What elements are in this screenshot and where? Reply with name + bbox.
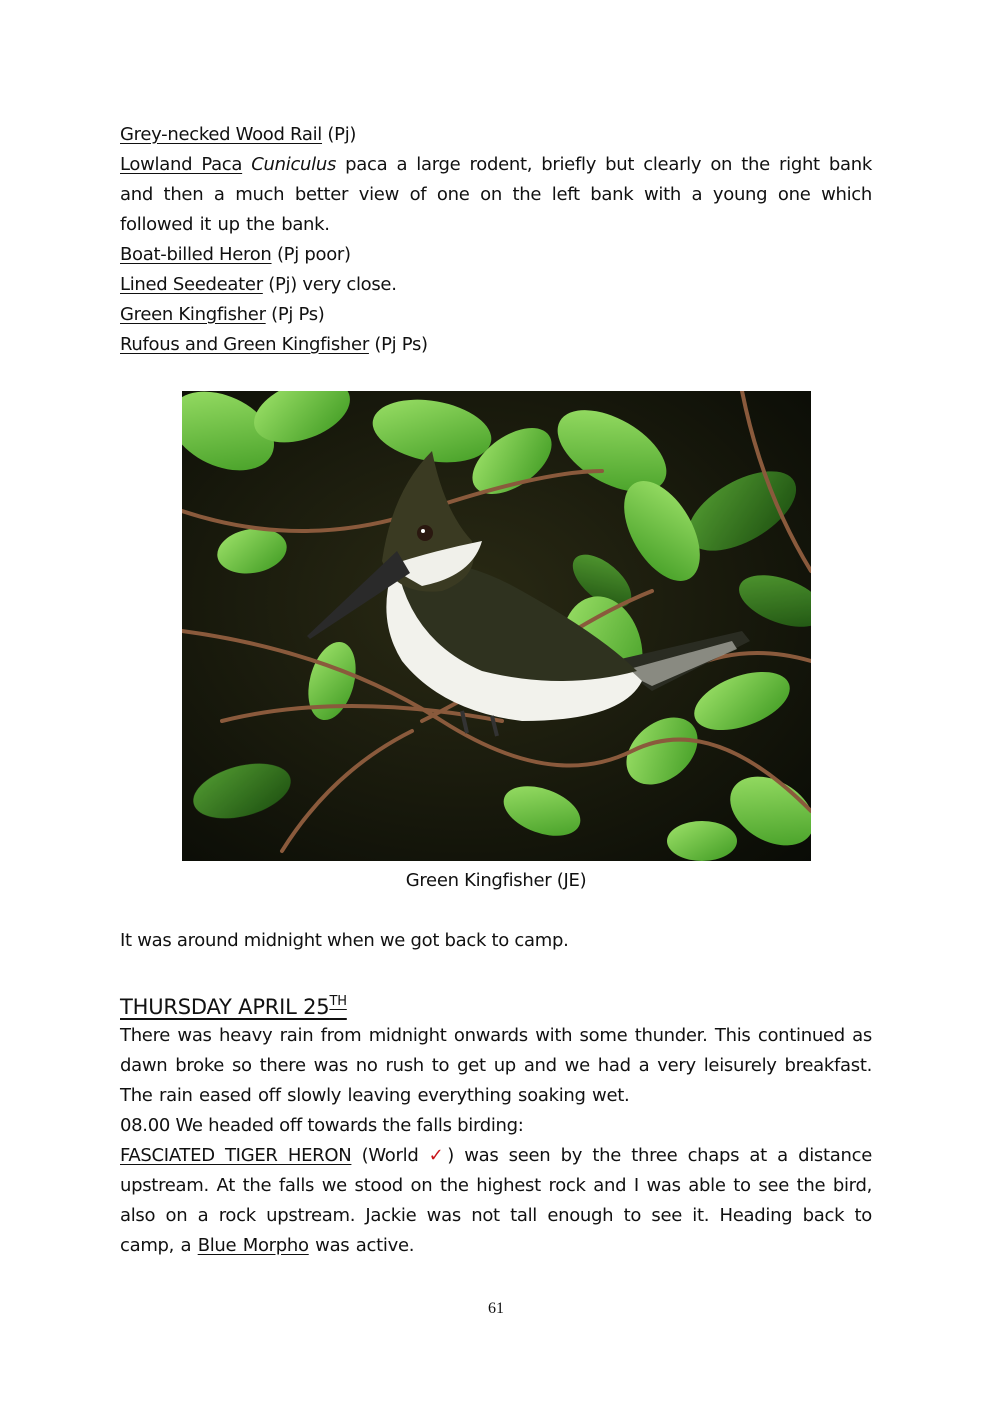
species-entry [120,120,872,150]
tiger-heron-name: FASCIATED TIGER HERON [120,1145,352,1166]
midnight-sentence: It was around midnight when we got back to camp. [120,930,569,951]
species-name: Lowland Paca [120,154,243,175]
day-heading-text: THURSDAY APRIL 25 [120,995,330,1019]
species-name: Green Kingfisher [120,304,266,325]
checkmark-icon: ✓ [428,1145,448,1166]
departure-line: 08.00 We headed off towards the falls birding: [120,1115,524,1136]
species-list [120,120,872,360]
world-close: ) [447,1145,454,1166]
kingfisher-photo [182,391,811,861]
tiger-heron-paragraph [120,1141,872,1261]
blue-morpho-name: Blue Morpho [197,1235,309,1256]
day-heading-suffix: TH [329,994,347,1009]
kingfisher-illustration [182,391,811,861]
day-heading [120,986,347,1023]
page-number: 61 [488,1300,504,1317]
species-note: (Pj) very close. [262,274,397,295]
species-latin: Cuniculus [251,154,337,175]
species-note: (Pj Ps) [368,334,428,355]
species-name: Lined Seedeater [120,274,263,295]
species-entry [120,240,872,270]
morpho-text: was active. [308,1235,415,1256]
species-note: (Pj) [322,124,357,145]
photo-caption: Green Kingfisher (JE) [405,870,587,891]
species-entry [120,330,872,360]
species-note: (Pj Ps) [265,304,325,325]
species-note: (Pj poor) [271,244,351,265]
species-entry [120,270,872,300]
species-entry [120,300,872,330]
species-entry [120,150,872,240]
rain-paragraph: There was heavy rain from midnight onwards with some thunder. This continued as dawn broke so there was no rush to get up and we had a very leisurely breakfast. The rain eased off slowly leaving everything soaking wet. [120,1025,872,1106]
day-body [120,1021,872,1261]
species-name: Rufous and Green Kingfisher [120,334,369,355]
tiger-heron-text: was seen by the three chaps at a distance upstream. At the falls we stood on the highest rock and I was able to see the bird, also on a rock upstream. Jackie was not tall enough to see it. Heading back to camp, a [120,1145,872,1256]
species-note: paca a large rodent, briefly but clearly on the right bank and then a much better view of one on the left bank with a young one which followed it up the bank. [120,154,873,235]
species-name: Boat-billed Heron [120,244,272,265]
species-name: Grey-necked Wood Rail [120,124,323,145]
world-open: (World [351,1145,429,1166]
